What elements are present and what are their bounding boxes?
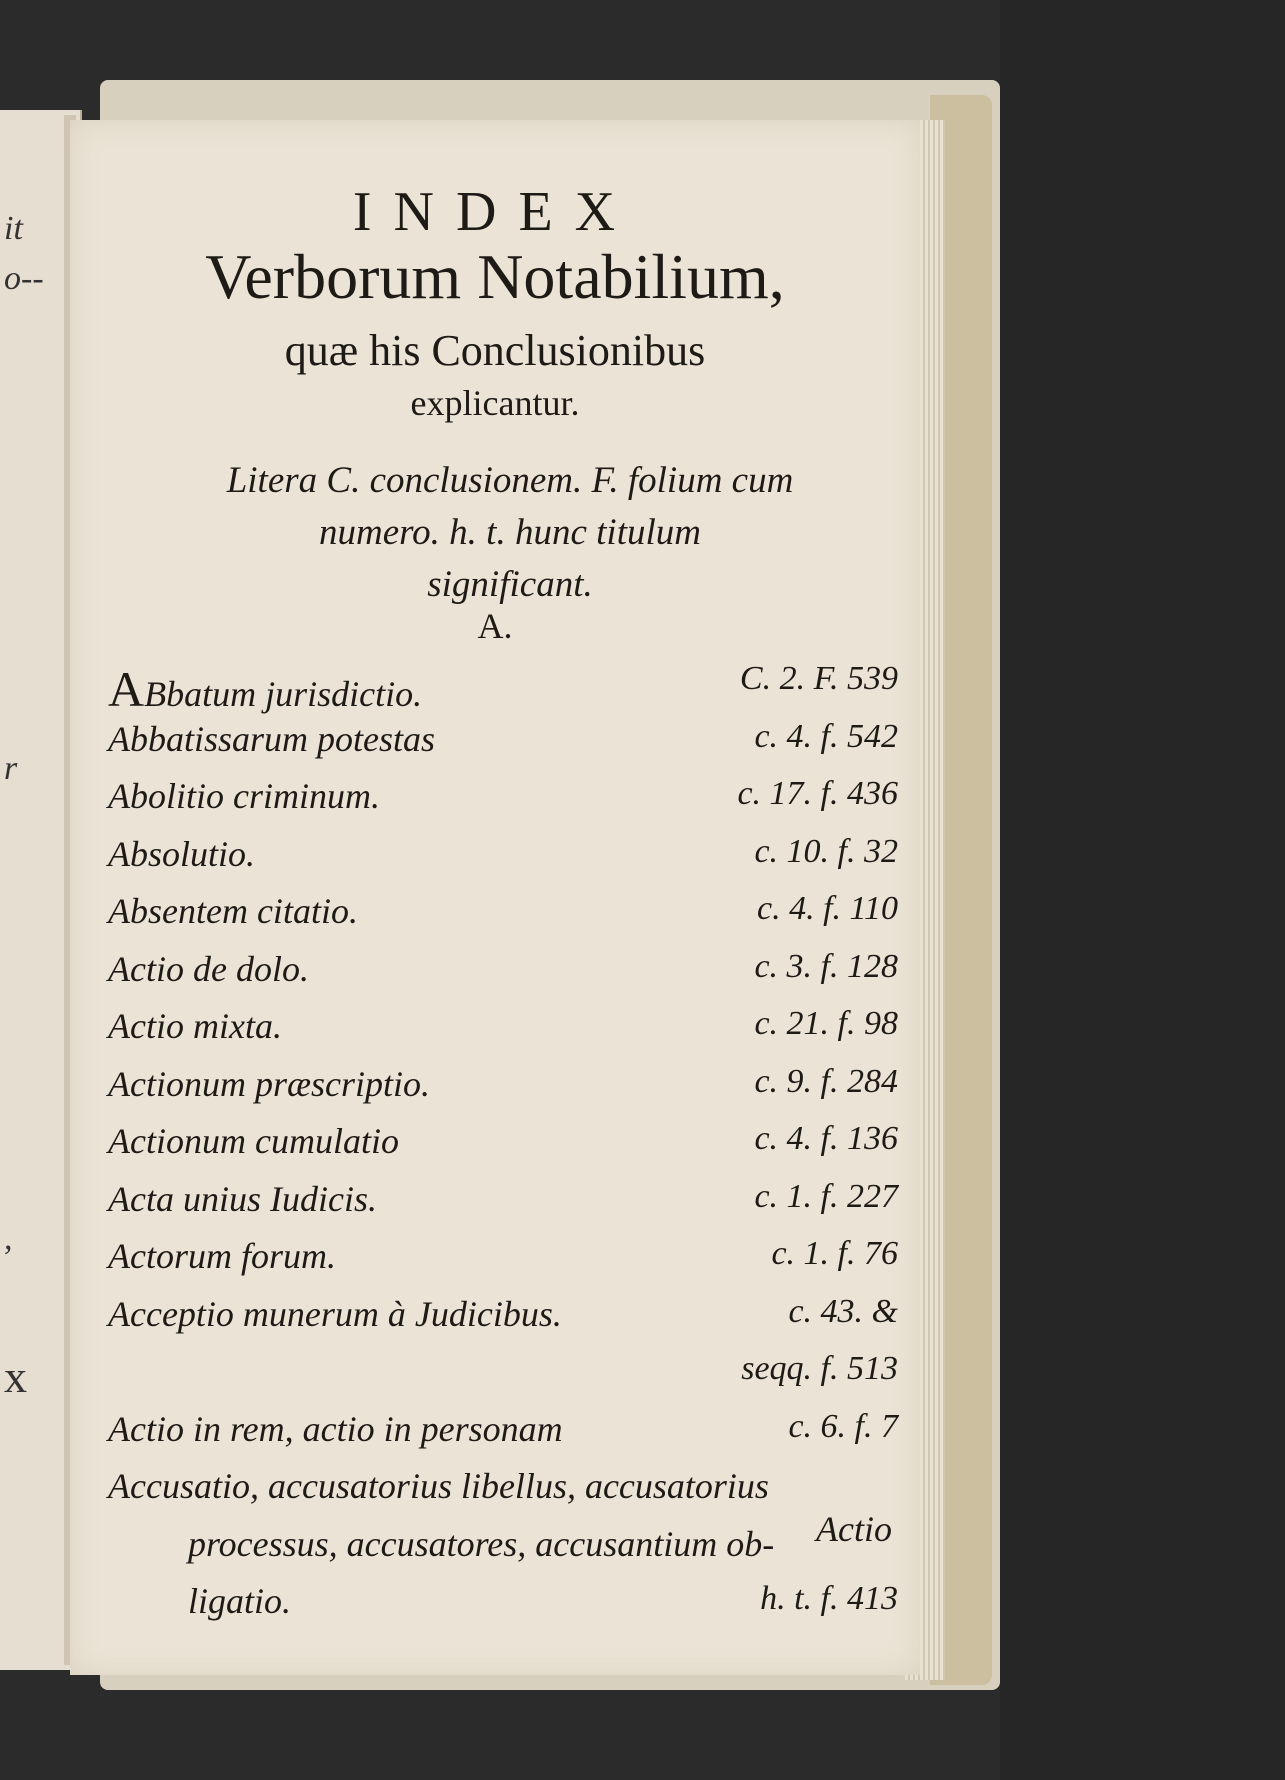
entry-ref: c. 17. f. 436 xyxy=(737,775,898,812)
index-entry xyxy=(108,890,898,948)
index-entry xyxy=(108,660,898,718)
entry-ref: c. 4. f. 110 xyxy=(756,890,898,927)
entry-term: Actionum cumulatio xyxy=(108,1121,399,1161)
entry-term-text: Bbatum jurisdictio. xyxy=(144,674,423,714)
left-page-fragment: o-- xyxy=(4,260,44,297)
index-entry xyxy=(108,775,898,833)
title-verborum: Verborum Notabilium, xyxy=(205,241,785,312)
left-page-fragment: x xyxy=(4,1351,27,1402)
entry-ref: c. 6. f. 7 xyxy=(788,1407,898,1445)
legend-line: numero. h. t. hunc titulum xyxy=(319,512,701,553)
index-entry xyxy=(108,1120,898,1178)
entry-term: Acceptio munerum à Judicibus. xyxy=(108,1293,562,1334)
index-entry xyxy=(108,1178,898,1236)
entry-term xyxy=(108,660,422,718)
entry-term: Absentem citatio. xyxy=(108,891,358,931)
title-quae: quæ his Conclusionibus xyxy=(284,326,706,375)
background-right xyxy=(1000,0,1285,1780)
legend-line: Litera C. conclusionem. F. folium cum xyxy=(226,460,794,501)
index-entry xyxy=(108,1408,898,1466)
index-entry xyxy=(108,1350,898,1408)
left-page-fragment: , xyxy=(4,1220,13,1257)
entry-term: Actio mixta. xyxy=(108,1006,282,1046)
entry-ref: c. 1. f. 227 xyxy=(754,1177,898,1215)
index-entry xyxy=(108,948,898,1006)
entry-ref: c. 1. f. 76 xyxy=(771,1235,898,1272)
letter-heading: A. xyxy=(477,606,513,646)
legend xyxy=(160,455,860,611)
entry-term: Acta unius Iudicis. xyxy=(108,1178,377,1219)
index-entry xyxy=(108,1523,898,1581)
entry-term: Actio in rem, actio in personam xyxy=(108,1408,563,1449)
entry-ref: C. 2. F. 539 xyxy=(739,660,898,697)
entry-term: ligatio. xyxy=(188,1581,292,1621)
title-explicantur: explicantur. xyxy=(410,383,580,423)
catchword: Actio xyxy=(816,1509,892,1549)
entry-term: Accusatio, accusatorius libellus, accusatorius xyxy=(108,1466,769,1506)
entry-ref: c. 21. f. 98 xyxy=(754,1005,898,1042)
index-entry xyxy=(108,1465,898,1523)
index-entry xyxy=(108,1005,898,1063)
entry-ref: c. 3. f. 128 xyxy=(754,947,898,985)
entry-term: Actorum forum. xyxy=(108,1236,336,1276)
title-index: INDEX xyxy=(352,181,638,243)
index-entry xyxy=(108,718,898,776)
entry-term: processus, accusatores, accusantium ob- xyxy=(188,1523,775,1564)
index-entry xyxy=(108,1293,898,1351)
entry-term: Absolutio. xyxy=(108,833,256,874)
index-entry xyxy=(108,1235,898,1293)
entry-ref: c. 9. f. 284 xyxy=(754,1062,898,1100)
entry-ref: c. 4. f. 542 xyxy=(754,717,898,755)
entry-term: Abolitio criminum. xyxy=(108,776,380,816)
entry-term: Abbatissarum potestas xyxy=(108,718,436,759)
left-page-fragment: it xyxy=(4,210,23,247)
entry-ref: c. 43. & xyxy=(788,1292,898,1330)
entry-ref: c. 10. f. 32 xyxy=(754,832,898,870)
index-entry xyxy=(108,1580,898,1638)
index-entry xyxy=(108,833,898,891)
entry-ref: seqq. f. 513 xyxy=(741,1350,898,1387)
entry-ref: h. t. f. 413 xyxy=(760,1580,898,1617)
drop-initial: A xyxy=(108,661,145,717)
index-page xyxy=(70,120,920,1675)
entry-term: Actio de dolo. xyxy=(108,948,309,989)
left-page-fragment: r xyxy=(4,750,18,787)
entry-term: Actionum præscriptio. xyxy=(108,1063,430,1104)
index-entry xyxy=(108,1063,898,1121)
entry-ref: c. 4. f. 136 xyxy=(754,1120,898,1157)
legend-line: significant. xyxy=(427,564,593,605)
index-entries xyxy=(108,660,898,1638)
